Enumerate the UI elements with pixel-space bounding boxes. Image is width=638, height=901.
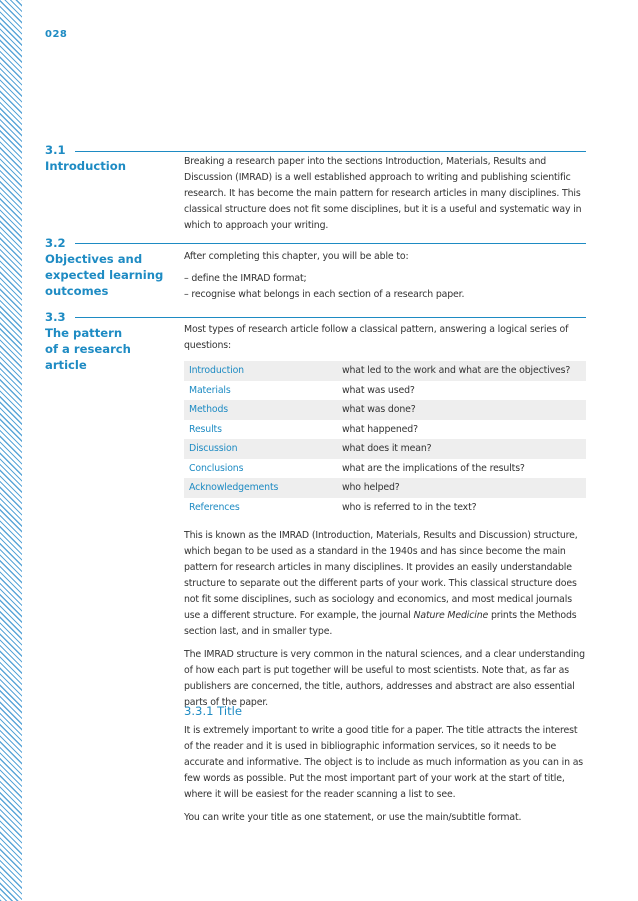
section-number: 3.2 [45,236,66,250]
table-desc: what was done? [337,400,586,420]
table-row [184,381,586,401]
section-title-line: expected learning [45,268,164,282]
section-title-line: The pattern [45,326,123,340]
section-body-3-1 [184,154,588,234]
table-term: Conclusions [189,462,244,474]
section-body-3-2 [184,249,588,303]
paragraph: You can write your title as one statement, or use the main/subtitle format. [184,812,522,823]
table-term: Methods [184,400,337,420]
table-term: Materials [189,384,231,396]
section-title-line: outcomes [45,284,109,298]
paragraph: Most types of research article follow a classical pattern, answering a logical series of questions: [184,324,569,351]
paragraph: The IMRAD structure is very common in the natural sciences, and a clear understanding of how each part is put together will be useful to most scientists. Note that, as far as publishers are concerned, the title, authors, addresses and abstract are also essential parts of the paper. [184,649,585,708]
bullet-item: – recognise what belongs in each section of a research paper. [184,289,465,300]
table-term: References [189,501,240,513]
imrad-table [184,361,586,517]
table-desc: who is referred to in the text? [342,501,477,513]
table-term: Results [189,423,222,435]
table-term: Acknowledgements [184,478,337,498]
table-desc: who helped? [337,478,586,498]
table-row [184,459,586,479]
section-title-line: article [45,358,87,372]
subsection-title: 3.3.1 Title [184,704,243,718]
paragraph [184,528,588,640]
table-term: Discussion [184,439,337,459]
paragraph: Breaking a research paper into the sections Introduction, Materials, Results and Discussion (IMRAD) is a well established approach to writing and publishing scientific research. It has become the main pattern for research articles in many disciplines. This classical structure does not fit some disciplines, but it is a useful and systematic way in which to approach your writing. [184,156,582,231]
table-row [184,361,586,381]
table-term: Introduction [184,361,337,381]
section-number: 3.3 [45,310,66,324]
bullet-item: – define the IMRAD format; [184,273,307,284]
table-row [184,420,586,440]
section-number: 3.1 [45,143,66,157]
table-desc: what are the implications of the results? [342,462,525,474]
journal-name: Nature Medicine [413,610,489,621]
table-row [184,498,586,518]
section-heading-3-1 [45,142,126,174]
paragraph: It is extremely important to write a good title for a paper. The title attracts the interest of the reader and it is used in bibliographic information services, so it needs to be accurate and informative. The object is to include as much information as you can in as few words as possible. Put the most important part of your work at the start of title, where it will be easiest for the reader scanning a list to see. [184,725,584,800]
section-rule-3-1 [75,151,586,152]
table-desc: what happened? [342,423,418,435]
section-title-line: of a research [45,342,131,356]
section-body-3-3 [184,528,588,711]
page-number: 028 [45,29,68,40]
subsection-body [184,723,588,826]
table-desc: what does it mean? [337,439,586,459]
paragraph: After completing this chapter, you will be able to: [184,251,409,262]
paragraph-text: prints the Methods section last, and in smaller type. [184,610,577,637]
section-title: Introduction [45,159,126,173]
section-heading-3-2 [45,235,163,299]
table-row [184,400,586,420]
section-heading-3-3 [45,309,131,373]
hatched-margin [0,0,22,901]
table-row [184,478,586,498]
section-intro-3-3 [184,322,588,354]
table-row [184,439,586,459]
section-title-line: Objectives and [45,252,143,266]
table-desc: what led to the work and what are the objectives? [337,361,586,381]
table-desc: what was used? [342,384,415,396]
paragraph-text: This is known as the IMRAD (Introduction, Materials, Results and Discussion) structure, which began to be used as a standard in the 1940s and has since become the main pattern for research articles in many disciplines. It provides an easily understandable structure to separate out the different parts of your work. This classical structure does not fit some disciplines, such as sociology and economics, and most medical journals use a different structure. For example, the journal [184,530,578,621]
section-rule-3-3 [75,317,586,318]
